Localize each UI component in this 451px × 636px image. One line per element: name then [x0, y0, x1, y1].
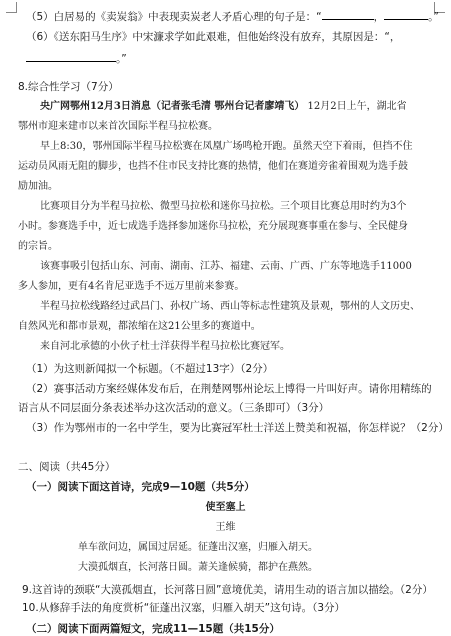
news-line: 鄂州市迎来建市以来首次国际半程马拉松赛。 [18, 121, 218, 132]
question-5: （5）白居易的《卖炭翁》中表现卖炭老人矛盾心理的句子是：“ ， 。” [26, 8, 439, 24]
news-paragraph-2: 早上8:30，鄂州国际半程马拉松赛在凤凰广场鸣枪开跑。虽然天空下着雨，但挡不住 [40, 141, 413, 152]
news-line: 运动员风雨无阻的脚步，也挡不住市民支持比赛的热情，他们在赛道旁雀着围观为选手鼓 [18, 161, 408, 172]
question-10: 10.从修辞手法的角度赏析“征蓬出汉塞，归雁入胡天”这句诗。（3分） [22, 602, 346, 614]
answer-blank[interactable] [384, 8, 428, 20]
news-paragraph-1: 央广网鄂州12月3日消息（记者张毛清 鄂州台记者廖靖飞） 12月2日上午，湖北省 [40, 101, 407, 112]
question-9: 9.这首诗的颈联“大漠孤烟直，长河落日圆”意境优美，请用生动的语言加以描绘。（2分） [22, 584, 433, 596]
section-8-title: 8.综合性学习（7分） [18, 81, 119, 93]
question-8-2: （2）赛事活动方案经媒体发布后，在荆楚网鄂州论坛上博得一片叫好声。请你用精练的 [26, 383, 432, 395]
news-line: 的宗旨。 [18, 241, 58, 252]
reading-part-2-heading: （二）阅读下面两篇短文，完成11—15题（共15分） [26, 623, 280, 635]
news-paragraph-3: 比赛项目分为半程马拉松、微型马拉松和迷你马拉松。三个项目比赛总用时约为3个 [40, 201, 407, 212]
poem-author: 王维 [215, 522, 236, 533]
question-8-1: （1）为这则新闻拟一个标题。（不超过13字）（2分） [26, 363, 274, 375]
question-6-continued: 。” [26, 50, 127, 66]
reading-part-1-heading: （一）阅读下面这首诗，完成9—10题（共5分） [26, 481, 255, 493]
poem-line: 大漠孤烟直，长河落日圆。萧关逢候骑，都护在燕然。 [78, 562, 318, 573]
news-line: 励加油。 [18, 181, 58, 192]
poem-title: 使至塞上 [205, 502, 246, 513]
question-8-2-continued: 语言从不同层面分条表述举办这次活动的意义。（三条即可）（3分） [18, 402, 330, 414]
answer-blank[interactable] [322, 8, 374, 20]
answer-blank[interactable] [26, 50, 116, 62]
news-line: 多人参加，更有4名肯尼亚选手不远万里前来参赛。 [18, 281, 245, 292]
crop-mark-left [6, 2, 17, 13]
news-paragraph-5: 半程马拉松线路经过武昌门、孙权广场、西山等标志性建筑及景观，鄂州的人文历史、 [40, 301, 420, 312]
question-6: （6）《送东阳马生序》中宋濂求学如此艰难，但他始终没有放弃，其原因是：“， [26, 31, 401, 43]
question-8-3: （3）作为鄂州市的一名中学生，要为比赛冠军杜士洋送上赞美和祝福，你怎样说？（2分） [26, 422, 449, 434]
news-paragraph-6: 来自河北承德的小伙子杜士洋获得半程马拉松比赛冠军。 [40, 341, 290, 352]
reading-heading: 二、阅读（共45分） [18, 461, 116, 473]
poem-line: 单车欲问边，属国过居延。征蓬出汉塞，归雁入胡天。 [78, 542, 318, 553]
news-paragraph-4: 该赛事吸引包括山东、河南、湖南、江苏、福建、云南、广西、广东等地选手11000 [40, 261, 412, 272]
news-line: 自然风光和都市景观，都浓缩在这21公里多的赛道中。 [18, 321, 261, 332]
news-line: 小时。参赛选手中，近七成选手选择参加迷你马拉松，充分展现赛事重在参与、全民健身 [18, 221, 408, 232]
